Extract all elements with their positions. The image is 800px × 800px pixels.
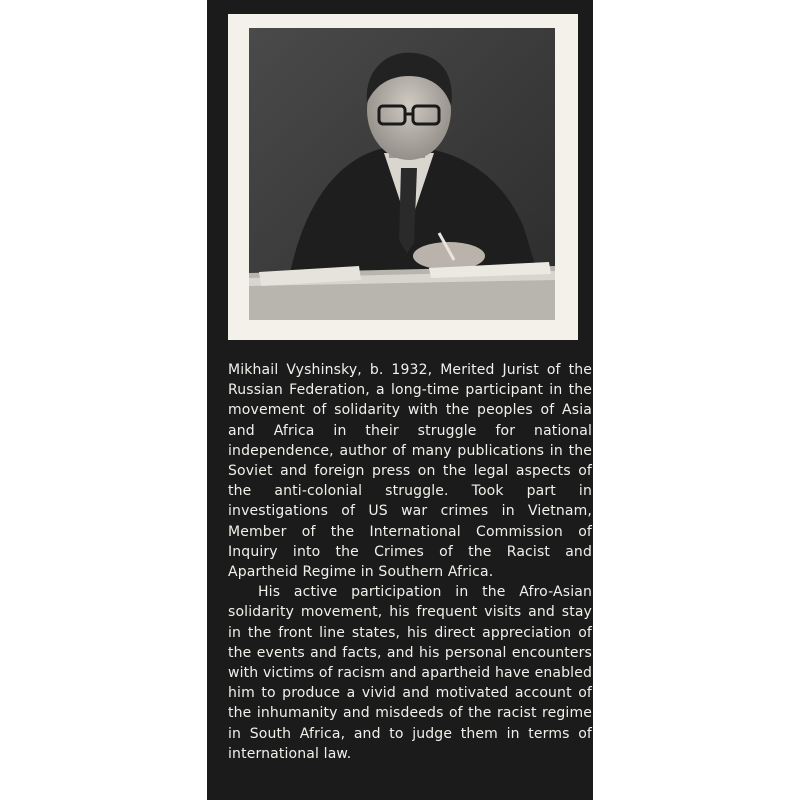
author-portrait-photo: [249, 28, 555, 320]
portrait-illustration: [249, 28, 555, 320]
bio-paragraph-1: Mikhail Vyshinsky, b. 1932, Merited Jurist of the Russian Federation, a long-time participant in the movement of solidarity with the peoples of Asia and Africa in their struggle for national independence, author of many publications in the Soviet and foreign press on the legal aspects of the anti-colonial struggle. Took part in investigations of US war crimes in Vietnam, Member of the International Commission of Inquiry into the Crimes of the Racist and Apartheid Regime in Southern Africa.: [228, 362, 592, 581]
bio-paragraph-2: His active participation in the Afro-Asian solidarity movement, his frequent visits and stay in the front line states, his direct appreciation of the events and facts, and his personal encounters with victims of racism and apartheid have enabled him to produce a vivid and motivated account of the inhumanity and misdeeds of the racist regime in South Africa, and to judge them in terms of international law.: [228, 584, 592, 762]
author-biography: [228, 360, 592, 764]
